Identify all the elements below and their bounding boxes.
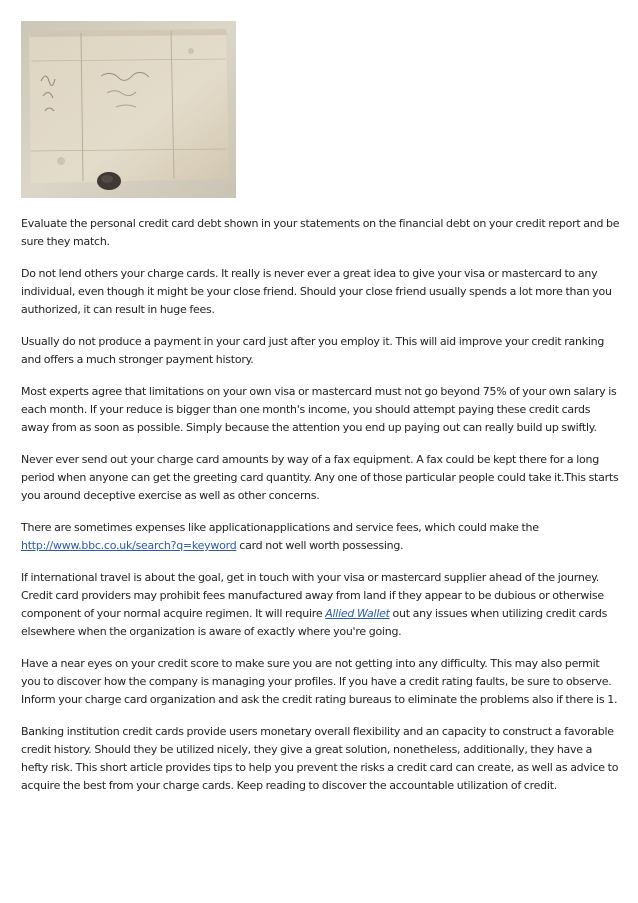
- allied-wallet-link[interactable]: Allied Wallet: [325, 607, 390, 620]
- paragraph-text-after: out any issues when utilizing credit cards elsewhere when the organization is aware of exactly where you're going.: [21, 607, 608, 638]
- old-letter-image: [21, 21, 236, 198]
- article-body: [21, 215, 621, 809]
- paragraph-text-before: If international travel is about the goal, get in touch with your visa or mastercard supplier ahead of the journey. Credit card providers may prohibit fees manufactured away from land if they appear to be dubious or otherwise component of your normal acquire regimen. It will require: [21, 571, 604, 620]
- paragraph: Have a near eyes on your credit score to make sure you are not getting into any difficulty. This may also permit you to discover how the company is managing your profiles. If you have a credit rating faults, be sure to observe. Inform your charge card organization and ask the credit rating bureaus to eliminate the problems also if there is 1.: [21, 657, 618, 706]
- paragraph-with-link: [21, 519, 621, 555]
- paragraph: Usually do not produce a payment in your card just after you employ it. This will aid improve your credit ranking and offers a much stronger payment history.: [21, 335, 605, 366]
- paragraph: Most experts agree that limitations on your own visa or mastercard must not go beyond 75% of your own salary is each month. If your reduce is bigger than one month's income, you should attempt paying these credit cards away from as soon as possible. Simply because the attention you end up paying out can really build up swiftly.: [21, 385, 617, 434]
- paragraph-text-after: card not well worth possessing.: [236, 539, 404, 552]
- paragraph: Banking institution credit cards provide users monetary overall flexibility and an capacity to construct a favorable credit history. Should they be utilized nicely, they give a great solution, nonetheless, additionally, they have a hefty risk. This short article provides tips to help you prevent the risks a credit card can create, as well as advice to acquire the best from your charge cards. Keep reading to discover the accountable utilization of credit.: [21, 725, 619, 792]
- bbc-search-link[interactable]: http://www.bbc.co.uk/search?q=keyword: [21, 539, 237, 552]
- paragraph-with-link: [21, 569, 621, 641]
- paragraph-text-before: There are sometimes expenses like applicationapplications and service fees, which could make the: [21, 521, 539, 534]
- paragraph: Never ever send out your charge card amounts by way of a fax equipment. A fax could be kept there for a long period when anyone can get the greeting card quantity. Any one of those particular people could take it.This starts you around deceptive exercise as well as other concerns.: [21, 453, 619, 502]
- paragraph: Do not lend others your charge cards. It really is never ever a great idea to give your visa or mastercard to any individual, even though it might be your close friend. Should your close friend usually spends a lot more than you authorized, it can result in huge fees.: [21, 267, 612, 316]
- paragraph: Evaluate the personal credit card debt shown in your statements on the financial debt on your credit report and be sure they match.: [21, 217, 620, 248]
- letter-photo: [21, 21, 236, 198]
